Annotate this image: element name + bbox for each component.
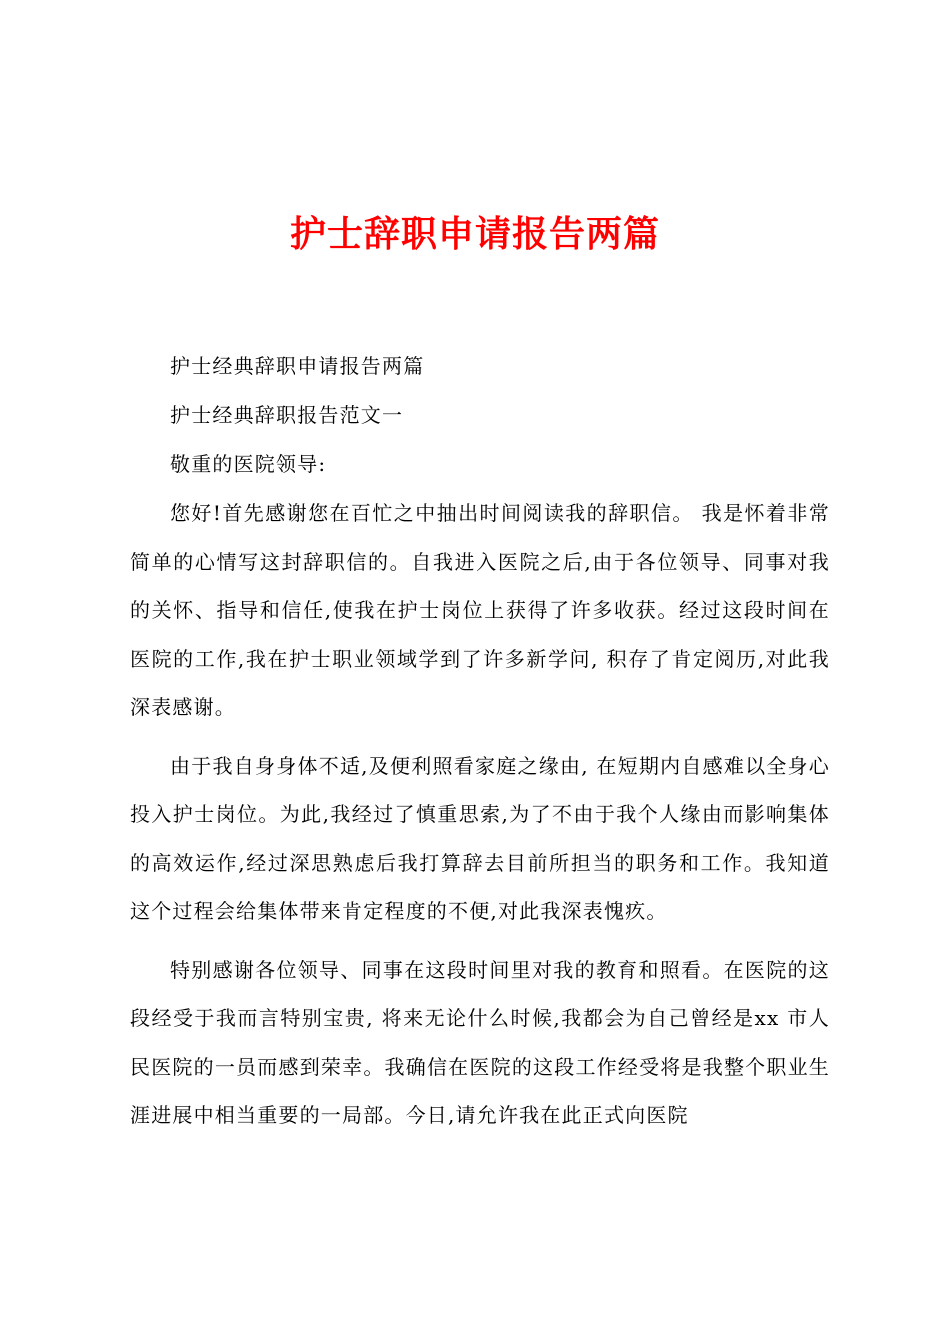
document-title: 护士辞职申请报告两篇 bbox=[289, 213, 660, 255]
paragraph-body-3: 特别感谢各位领导、同事在这段时间里对我的教育和照看。在医院的这段经受于我而言特别宝贵, 将来无论什么时候,我都会为自己曾经是xx 市人民医院的一员而感到荣幸。我确信在医院的这段工作经受将是我整个职业生涯进展中相当重要的一局部。今日,请允许我在此正式向医院 bbox=[130, 957, 830, 1127]
paragraph-subtitle: 护士经典辞职申请报告两篇 bbox=[170, 354, 425, 378]
paragraph-body-2: 由于我自身身体不适,及便利照看家庭之缘由, 在短期内自感难以全身心投入护士岗位。为此,我经过了慎重思索,为了不由于我个人缘由而影响集体的高效运作,经过深思熟虑后我打算辞去目前所担当的职务和工作。我知道这个过程会给集体带来肯定程度的不便,对此我深表愧疚。 bbox=[130, 753, 830, 923]
document-body bbox=[130, 342, 830, 1150]
paragraph-salutation: 敬重的医院领导: bbox=[170, 452, 327, 476]
paragraph-body-1: 您好!首先感谢您在百忙之中抽出时间阅读我的辞职信。 我是怀着非常简单的心情写这封辞职信的。自我进入医院之后,由于各位领导、同事对我的关怀、指导和信任,使我在护士岗位上获得了许多收获。经过这段时间在医院的工作,我在护士职业领域学到了许多新学问, 积存了肯定阅历,对此我深表感谢。 bbox=[130, 501, 830, 719]
paragraph-sample-heading: 护士经典辞职报告范文一 bbox=[170, 403, 404, 427]
